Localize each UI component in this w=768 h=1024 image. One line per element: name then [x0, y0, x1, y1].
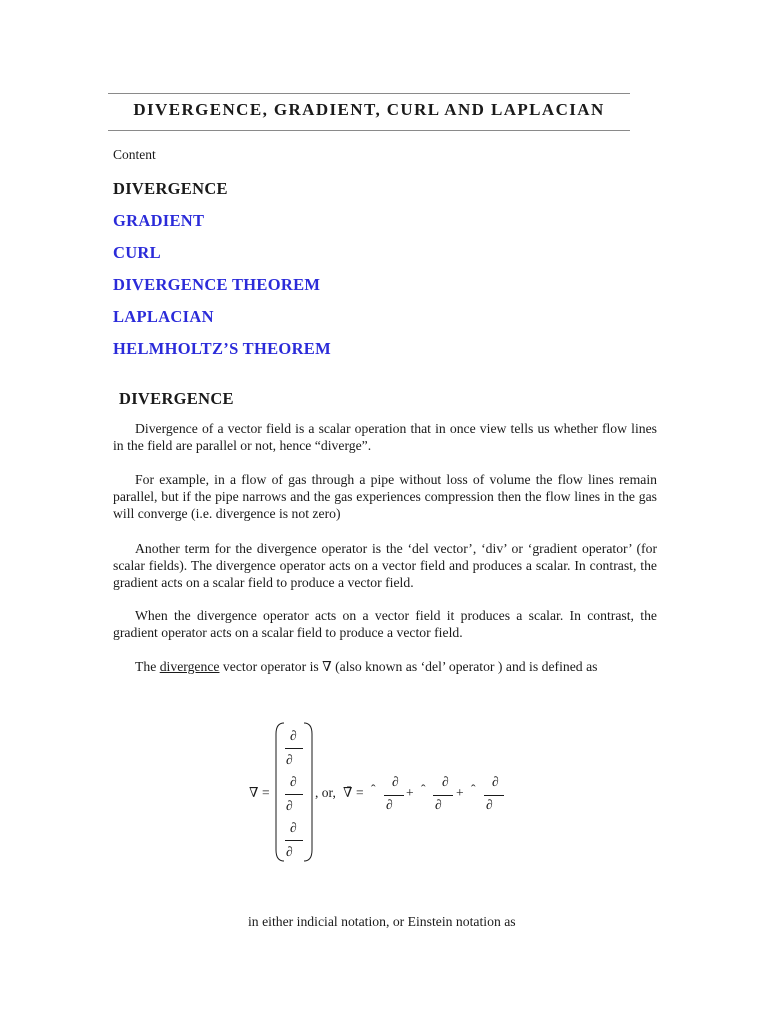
paragraph: For example, in a flow of gas through a pipe without loss of volume the flow lines remain parallel, but if the pipe narrows and the gas experiences compression then the flow lines in the gas will converge (i.e. divergence is not zero) — [113, 472, 657, 521]
divergence-term: divergence — [159, 659, 220, 674]
equals-sign: = — [262, 785, 270, 800]
toc-item-laplacian[interactable]: LAPLACIAN — [113, 307, 214, 326]
hat-mark: ˆ — [421, 782, 426, 797]
toc-item-helmholtz-theorem[interactable]: HELMHOLTZ’S THEOREM — [113, 339, 331, 358]
nabla-bar-symbol: ∇̄ — [343, 785, 353, 800]
right-paren — [303, 722, 313, 862]
section-heading: DIVERGENCE — [119, 389, 234, 408]
paragraph: Another term for the divergence operator is the ‘del vector’, ‘div’ or ‘gradient operator’ (for scalar fields). The divergence operator acts on a vector field and produces a scalar. In contrast, the gradient acts on a scalar field to produce a vector field. — [113, 541, 657, 590]
nabla-symbol: ∇ — [249, 785, 259, 800]
hat-mark: ˆ — [371, 782, 376, 797]
or-text: , or, — [315, 785, 336, 800]
toc-item-gradient[interactable]: GRADIENT — [113, 211, 205, 230]
notation-text: in either indicial notation, or Einstein notation as — [248, 914, 516, 929]
left-paren — [275, 722, 285, 862]
paragraph: When the divergence operator acts on a vector field it produces a scalar. In contrast, the gradient operator acts on a scalar field to produce a vector field. — [113, 608, 657, 640]
toc-item-curl[interactable]: CURL — [113, 243, 161, 262]
title-rule — [108, 130, 630, 131]
content-label: Content — [113, 147, 156, 162]
paragraph: Divergence of a vector field is a scalar operation that in once view tells us whether flow lines in the field are parallel or not, hence “diverge”. — [113, 421, 657, 453]
toc-item-divergence-theorem[interactable]: DIVERGENCE THEOREM — [113, 275, 321, 294]
toc-item-divergence[interactable]: DIVERGENCE — [113, 179, 228, 198]
definition-paragraph: The divergence vector operator is ∇ (also known as ‘del’ operator ) and is defined as — [135, 659, 598, 674]
top-rule — [108, 93, 630, 94]
hat-mark: ˆ — [471, 782, 476, 797]
document-title: DIVERGENCE, GRADIENT, CURL AND LAPLACIAN — [133, 100, 605, 119]
